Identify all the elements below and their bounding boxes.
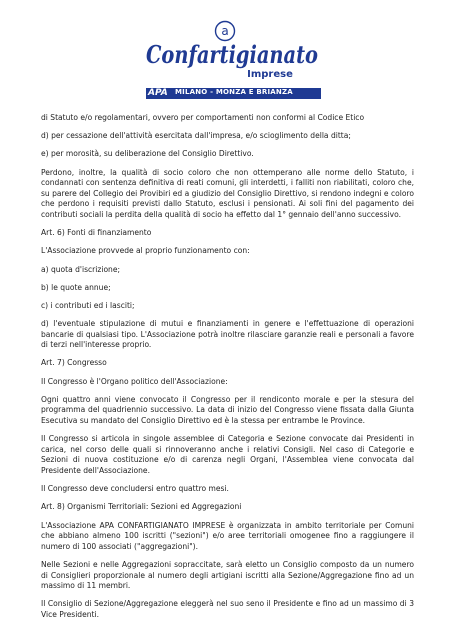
paragraph: Il Congresso è l'Organo politico dell'Associazione: [41, 376, 228, 386]
paragraph: Nelle Sezioni e nelle Aggregazioni sopraccitate, sarà eletto un Consiglio composto da un numero di Consiglieri proporzionale al numero degli artigiani iscritti alla Sezione/Aggregazione fino ad un massimo di 11 membri. [41, 559, 414, 591]
paragraph: di Statuto e/o regolamentari, ovvero per comportamenti non conformi al Codice Etico [41, 113, 365, 122]
article-heading: Art. 6) Fonti di finanziamento [41, 228, 152, 238]
paragraph: Perdono, inoltre, la qualità di socio coloro che non ottemperano alle norme dello Statuto, i condannati con sentenza definitiva di reati comuni, gli interdetti, i falliti non riabilitati, coloro che, su parere del Collegio dei Provibiri ed a giudizio del Consiglio Direttivo, si rendono indegni e coloro che perdono i requisiti previsti dallo Statuto, esclusi i pensionati. Ai soli fini del pagamento dei contributi sociali la perdita della qualità di socio ha effetto dal 1° gennaio dell'anno successivo. [41, 167, 414, 219]
logo-region-strip [146, 88, 321, 99]
list-item: b) le quote annue; [41, 282, 111, 292]
statute-body-text [41, 113, 414, 628]
article-heading: Art. 7) Congresso [41, 358, 107, 368]
logo-region-label: MILANO - MONZA E BRIANZA [175, 88, 293, 96]
confartigianato-logo [140, 20, 325, 108]
svg-text:a: a [221, 24, 229, 38]
list-item: c) i contributi ed i lasciti; [41, 300, 135, 310]
paragraph: d) per cessazione dell'attività esercitata dall'impresa, e/o scioglimento della ditta; [41, 131, 351, 141]
paragraph: e) per morosità, su deliberazione del Consiglio Direttivo. [41, 149, 254, 159]
article-heading: Art. 8) Organismi Territoriali: Sezioni ed Aggregazioni [41, 502, 242, 512]
list-item: d) l'eventuale stipulazione di mutui e finanziamenti in genere e l'effettuazione di operazioni bancarie di qualsiasi tipo. L'Associazione potrà inoltre rilasciare garanzie reali e personali a favore di terzi nell'interesse proprio. [41, 319, 414, 350]
logo-subbrand: Imprese [247, 69, 293, 80]
paragraph: L'Associazione APA CONFARTIGIANATO IMPRESE è organizzata in ambito territoriale per Comuni che abbiano almeno 100 iscritti ("sezioni") e/o aree territoriali omogenee fino a raggiungere il numero di 100 associati ("aggregazioni"). [41, 520, 414, 551]
logo-brand: Confartigianato [146, 40, 318, 69]
paragraph: Il Consiglio di Sezione/Aggregazione eleggerà nel suo seno il Presidente e fino ad un massimo di 3 Vice Presidenti. [41, 599, 414, 619]
paragraph: Il Congresso si articola in singole assemblee di Categoria e Sezione convocate dai Presidenti in carica, nel corso delle quali si rinnoveranno anche i relativi Consigli. Nel caso di Categorie e Sezioni di nuova costituzione e/o di carenza negli Organi, l'Assemblea viene convocata dal Presidente dell'Associazione. [41, 434, 414, 475]
paragraph: Il Congresso deve concludersi entro quattro mesi. [41, 484, 229, 494]
list-item: a) quota d'iscrizione; [41, 264, 121, 274]
logo-apa-label: APA [148, 88, 168, 98]
paragraph: Ogni quattro anni viene convocato il Congresso per il rendiconto morale e per la stesura del programma del quadriennio successivo. La data di inizio del Congresso viene fissata dalla Giunta Esecutiva su mandato del Consiglio Direttivo ed è la stessa per entrambe le Province. [41, 394, 414, 425]
logo-wordmark [145, 39, 320, 83]
paragraph: L'Associazione provvede al proprio funzionamento con: [41, 246, 250, 256]
